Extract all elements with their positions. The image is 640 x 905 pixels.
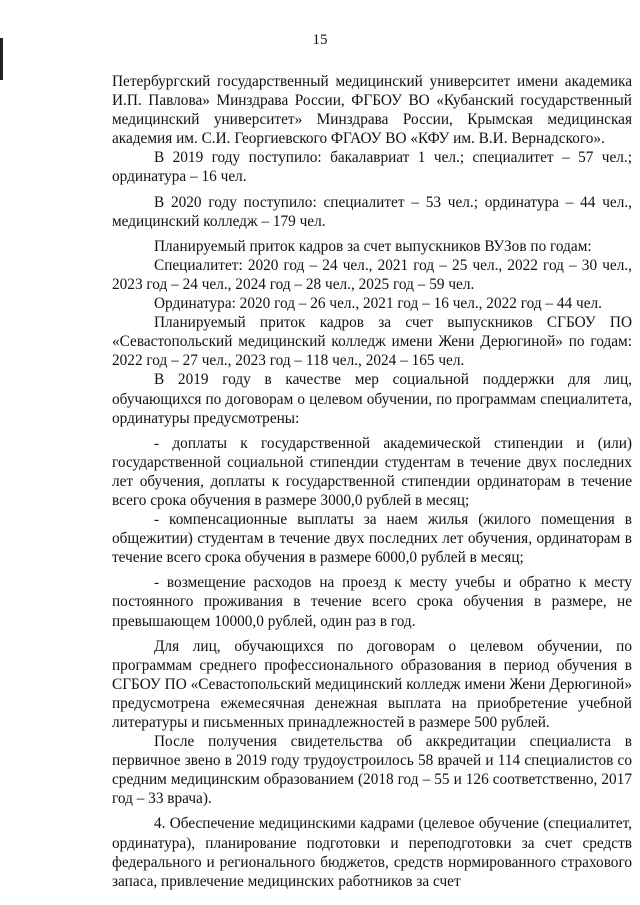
paragraph-college-students-payment: Для лиц, обучающихся по договорам о целевом обучении, по программам среднего профессионального образования в период обучения в СГБОУ ПО «Севастопольский медицинский колледж имени Жени Дерюгиной» предусмотрена ежемесячная денежная выплата на приобретение учебной литературы и письменных принадлежностей в размере 500 рублей. <box>112 637 632 731</box>
paragraph-employment-after-accreditation: После получения свидетельства об аккредитации специалиста в первичное звено в 2019 году трудоустроилось 58 врачей и 114 специалистов со средним медицинским образованием (2018 год – 55 и 126 соответственно, 2017 год – 33 врача). <box>112 733 632 808</box>
page-body <box>112 72 632 891</box>
list-item-housing-compensation: - компенсационные выплаты за наем жилья (жилого помещения в общежитии) студентам в течение двух последних лет обучения, ординаторам в течение всего срока обучения в размере 6000,0 рублей в месяц; <box>112 511 632 567</box>
list-item-travel-reimbursement: - возмещение расходов на проезд к месту учебы и обратно к месту постоянного проживания в течение всего срока обучения в размере, не превышающем 10000,0 рублей, один раз в год. <box>112 574 632 630</box>
paragraph-specialist-plan: Специалитет: 2020 год – 24 чел., 2021 год – 25 чел., 2022 год – 30 чел., 2023 год – 24 чел., 2024 год – 28 чел., 2025 год – 59 чел. <box>112 256 632 293</box>
list-item-stipend-supplement: - доплаты к государственной академической стипендии и (или) государственной социальной стипендии студентам в течение двух последних лет обучения, доплаты к государственной стипендии ординаторам в течение всего срока обучения в размере 3000,0 рублей в месяц; <box>112 434 632 509</box>
paragraph-planned-inflow-heading: Планируемый приток кадров за счет выпускников ВУЗов по годам: <box>154 237 592 255</box>
paragraph-staffing-section-4: 4. Обеспечение медицинскими кадрами (целевое обучение (специалитет, ординатура), планирование подготовки и переподготовки за счет средств федерального и регионального бюджетов, средств нормированного страхового запаса, привлечение медицинских работников за счет <box>112 815 632 890</box>
paragraph-college-plan: Планируемый приток кадров за счет выпускников СГБОУ ПО «Севастопольский медицинский колледж имени Жени Дерюгиной» по годам: 2022 год – 27 чел., 2023 год – 118 чел., 2024 – 165 чел. <box>112 314 632 370</box>
paragraph-admissions-2020: В 2020 году поступило: специалитет – 53 чел.; ординатура – 44 чел., медицинский колледж – 179 чел. <box>112 193 632 230</box>
page-number: 15 <box>312 32 328 48</box>
paragraph-residency-plan: Ординатура: 2020 год – 26 чел., 2021 год – 16 чел., 2022 год – 44 чел. <box>154 295 602 313</box>
paragraph-admissions-2019: В 2019 году поступило: бакалавриат 1 чел.; специалитет – 57 чел.; ординатура – 16 чел. <box>112 149 632 186</box>
paragraph-universities: Петербургский государственный медицинский университет имени академика И.П. Павлова» Минздрава России, ФГБОУ ВО «Кубанский государственный медицинский университет» Минздрава России, Крымская медицинская академия им. С.И. Георгиевского ФГАОУ ВО «КФУ им. В.И. Вернадского». <box>112 73 632 148</box>
paragraph-social-support: В 2019 году в качестве мер социальной поддержки для лиц, обучающихся по договорам о целевом обучении, по программам специалитета, ординатуры предусмотрены: <box>112 371 632 427</box>
